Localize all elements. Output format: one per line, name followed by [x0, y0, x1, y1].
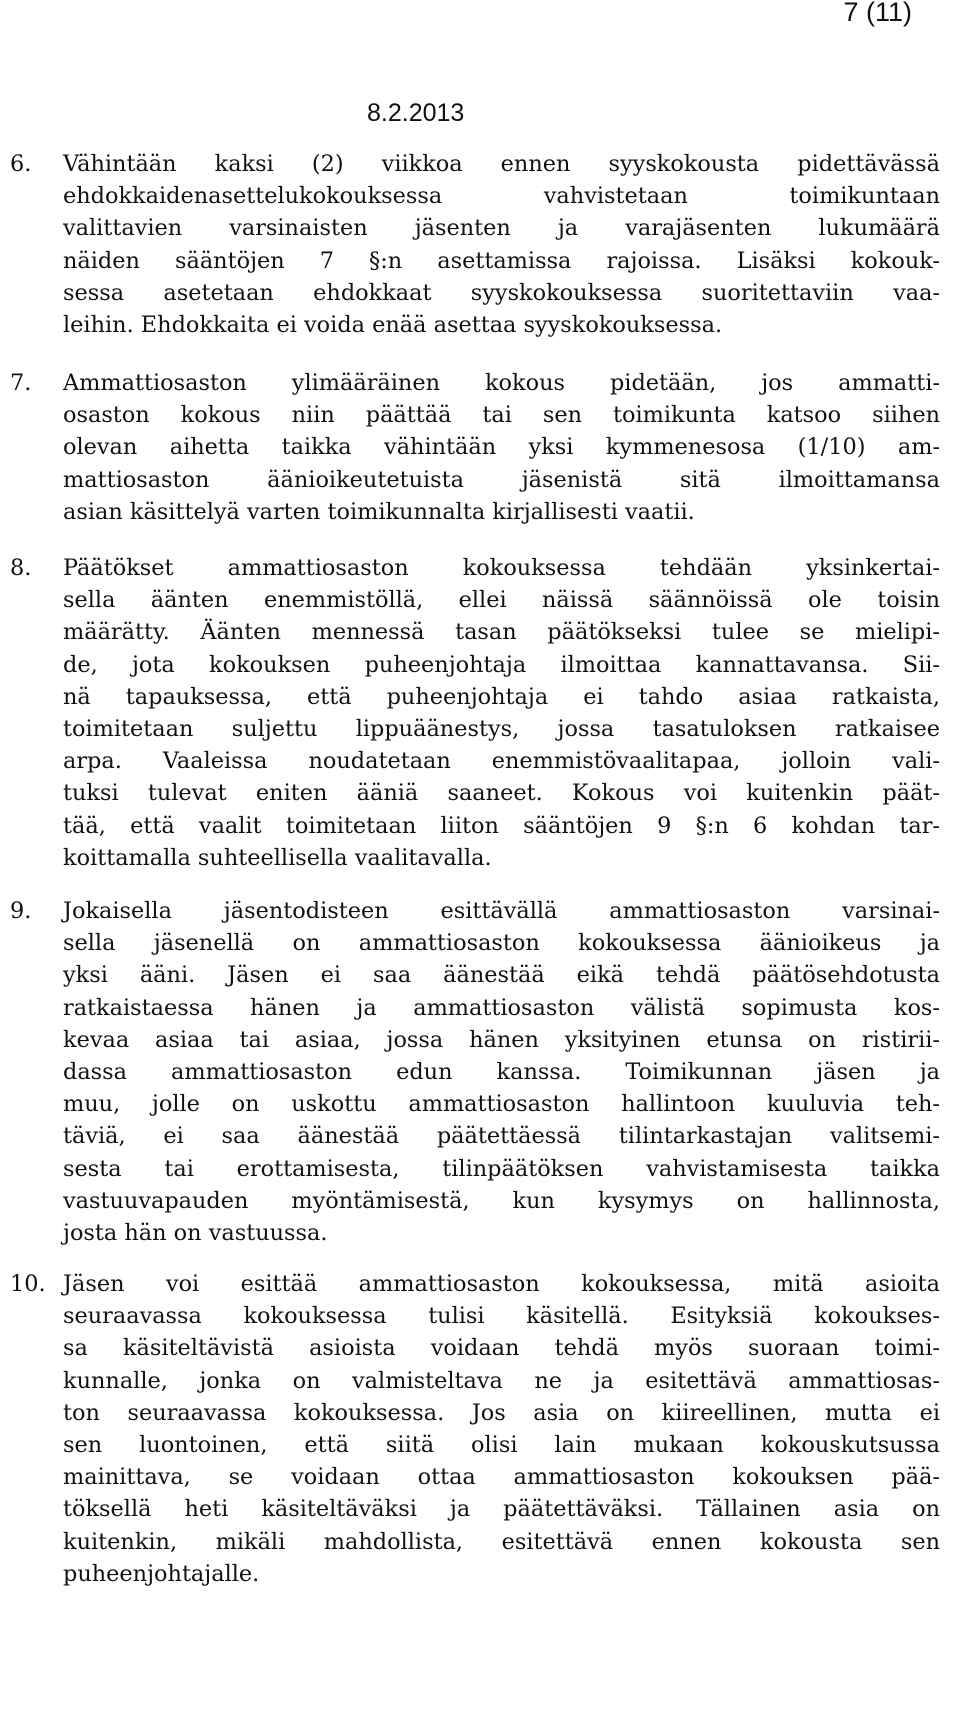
text-line: näiden sääntöjen 7 §:n asettamissa rajoissa. Lisäksi kokouk- — [63, 247, 940, 274]
text-line: leihin. Ehdokkaita ei voida enää asettaa syyskokouksessa. — [63, 312, 723, 339]
section-10 — [10, 1268, 940, 1590]
text-line: koittamalla suhteellisella vaalitavalla. — [63, 844, 492, 871]
text-line: ratkaistaessa hänen ja ammattiosaston välistä sopimusta kos- — [63, 994, 940, 1021]
text-line: sen luontoinen, että siitä olisi lain mukaan kokouskutsussa — [63, 1432, 940, 1459]
text-line: mainittava, se voidaan ottaa ammattiosaston kokouksen pää- — [63, 1464, 940, 1491]
section-number: 7. — [10, 370, 32, 396]
section-number: 9. — [10, 898, 32, 924]
text-line: ton seuraavassa kokouksessa. Jos asia on kiireellinen, mutta ei — [63, 1399, 940, 1426]
text-line: toimitetaan suljettu lippuäänestys, jossa tasatuloksen ratkaisee — [63, 716, 940, 743]
text-line: arpa. Vaaleissa noudatetaan enemmistövaalitapaa, jolloin vali- — [63, 748, 940, 775]
text-line: de, jota kokouksen puheenjohtaja ilmoittaa kannattavansa. Sii- — [63, 651, 940, 678]
text-line: tuksi tulevat eniten ääniä saaneet. Kokous voi kuitenkin päät- — [63, 780, 940, 807]
text-line: seuraavassa kokouksessa tulisi käsitellä. Esityksiä kokoukses- — [63, 1303, 940, 1330]
text-line: sella äänten enemmistöllä, ellei näissä säännöissä ole toisin — [63, 587, 940, 614]
section-number: 6. — [10, 151, 32, 177]
text-line: Jäsen voi esittää ammattiosaston kokouksessa, mitä asioita — [63, 1271, 940, 1297]
text-line: Päätökset ammattiosaston kokouksessa tehdään yksinkertai- — [63, 555, 940, 581]
text-line: muu, jolle on uskottu ammattiosaston hallintoon kuuluvia teh- — [63, 1091, 940, 1118]
text-line: sessa asetetaan ehdokkaat syyskokouksessa suoritettaviin vaa- — [63, 279, 940, 306]
text-line: määrätty. Äänten mennessä tasan päätökseksi tulee se mielipi- — [63, 619, 940, 646]
section-8 — [10, 552, 940, 874]
text-line: puheenjohtajalle. — [63, 1560, 260, 1587]
text-line: valittavien varsinaisten jäsenten ja varajäsenten lukumäärä — [63, 215, 940, 242]
document-date: 8.2.2013 — [367, 99, 465, 127]
text-line: yksi ääni. Jäsen ei saa äänestää eikä tehdä päätösehdotusta — [63, 962, 940, 989]
text-line: osaston kokous niin päättää tai sen toimikunta katsoo siihen — [63, 402, 940, 429]
section-text — [63, 552, 940, 874]
text-line: Vähintään kaksi (2) viikkoa ennen syyskokousta pidettävässä — [63, 151, 940, 177]
section-number: 10. — [10, 1271, 46, 1297]
text-line: kevaa asiaa tai asiaa, jossa hänen yksityinen etunsa on ristirii- — [63, 1026, 940, 1053]
text-line: sella jäsenellä on ammattiosaston kokouksessa äänioikeus ja — [63, 930, 940, 957]
text-line: tää, että vaalit toimitetaan liiton sääntöjen 9 §:n 6 kohdan tar- — [63, 812, 940, 839]
text-line: olevan aihetta taikka vähintään yksi kymmenesosa (1/10) am- — [63, 434, 940, 461]
text-line: vastuuvapauden myöntämisestä, kun kysymys on hallinnosta, — [63, 1187, 940, 1214]
text-line: Ammattiosaston ylimääräinen kokous pidetään, jos ammatti- — [63, 370, 940, 396]
section-text — [63, 1268, 940, 1590]
text-line: täviä, ei saa äänestää päätettäessä tilintarkastajan valitsemi- — [63, 1123, 940, 1150]
section-text — [63, 367, 940, 528]
section-6 — [10, 148, 940, 341]
text-line: nä tapauksessa, että puheenjohtaja ei tahdo asiaa ratkaista, — [63, 683, 940, 710]
section-text — [63, 895, 940, 1249]
text-line: dassa ammattiosaston edun kanssa. Toimikunnan jäsen ja — [63, 1059, 940, 1086]
text-line: ehdokkaidenasettelukokouksessa vahvistetaan toimikuntaan — [63, 183, 940, 210]
text-line: kunnalle, jonka on valmisteltava ne ja esitettävä ammattiosas- — [63, 1367, 940, 1394]
text-line: Jokaisella jäsentodisteen esittävällä ammattiosaston varsinai- — [63, 898, 940, 924]
text-line: asian käsittelyä varten toimikunnalta kirjallisesti vaatii. — [63, 498, 695, 525]
text-line: mattiosaston äänioikeutetuista jäsenistä sitä ilmoittamansa — [63, 466, 940, 493]
text-line: josta hän on vastuussa. — [63, 1220, 328, 1247]
section-9 — [10, 895, 940, 1249]
text-line: sesta tai erottamisesta, tilinpäätöksen vahvistamisesta taikka — [63, 1155, 940, 1182]
text-line: sa käsiteltävistä asioista voidaan tehdä myös suoraan toimi- — [63, 1335, 940, 1362]
section-text — [63, 148, 940, 341]
section-7 — [10, 367, 940, 528]
page-number: 7 (11) — [843, 0, 912, 27]
section-number: 8. — [10, 555, 32, 581]
text-line: kuitenkin, mikäli mahdollista, esitettävä ennen kokousta sen — [63, 1528, 940, 1555]
text-line: töksellä heti käsiteltäväksi ja päätettäväksi. Tällainen asia on — [63, 1496, 940, 1523]
